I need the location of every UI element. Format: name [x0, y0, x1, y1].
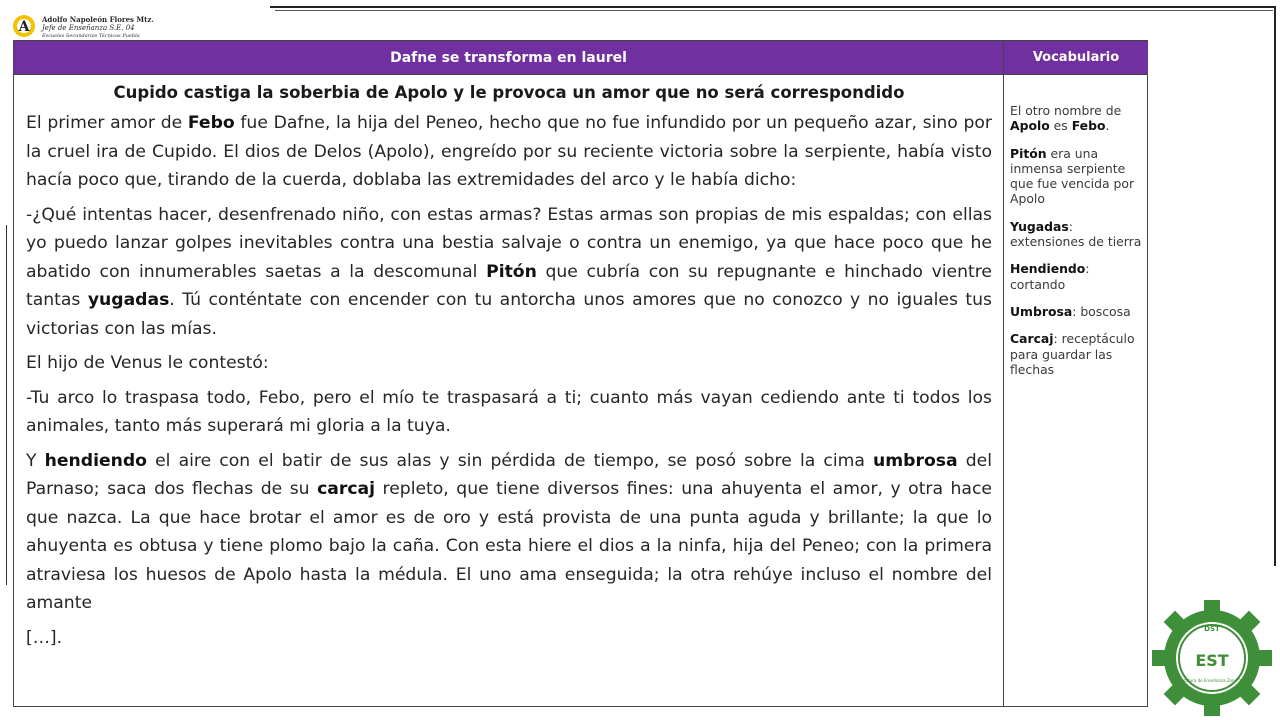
gear-seal-icon: [1150, 598, 1274, 716]
vocab-item-carcaj: [1010, 331, 1146, 377]
p2-text-c: que cubría con su repugnante e hinchado vientre tantas: [26, 261, 992, 310]
reading-table: [13, 40, 1148, 707]
p5-text-e: del Parnaso; saca dos flechas de su: [26, 450, 992, 499]
p1-text-c: fue Dafne, la hija del Peneo, hecho que no fue infundido por un pequeño azar, sino por la cruel ira de Cupido. El dios de Delos (Apolo), engreído por su reciente victoria sobre la serpiente, había visto hacía poco que, tirando de la cuerda, doblaba las extremidades del arco y le había dicho:: [26, 113, 993, 190]
term-umbrosa: umbrosa: [873, 450, 958, 471]
vocab-definition: : extensiones de tierra: [1010, 218, 1142, 250]
vocabulary-title: Vocabulario: [1032, 50, 1120, 65]
column-divider: [1003, 74, 1004, 707]
vocab-term: Yugadas: [1010, 218, 1069, 234]
logo-line-2: Jefe de Enseñanza S.E. 04: [42, 24, 135, 32]
seal-bottom-text: Jefatura de Enseñanza Zona 04: [1180, 678, 1244, 683]
term-febo: Febo: [187, 113, 235, 133]
paragraph-6: […].: [26, 627, 63, 648]
frame-left-line: [6, 225, 7, 585]
author-logo-text: [42, 16, 154, 40]
p1-text-a: El primer amor de: [26, 113, 188, 133]
logo-line-1: Adolfo Napoleón Flores Mtz.: [42, 15, 154, 24]
seal-mid-text: EST: [1195, 651, 1229, 670]
term-carcaj: carcaj: [317, 479, 376, 499]
frame-right-line: [1274, 6, 1276, 566]
vocab-1-text-a: El otro nombre de: [1010, 103, 1122, 118]
svg-text:A: A: [18, 19, 30, 35]
vocab-definition: : boscosa: [1072, 303, 1131, 319]
term-hendiendo: hendiendo: [44, 450, 147, 471]
paragraph-4: -Tu arco lo traspasa todo, Febo, pero el mío te traspasará a ti; cuanto más vayan cediendo ante ti todos los animales, tanto más superará mi gloria a la tuya.: [26, 387, 992, 436]
vocab-definition: era una inmensa serpiente que fue vencida por Apolo: [1010, 145, 1135, 207]
vocabulary-list: [1010, 103, 1146, 389]
vocabulary-header: [1004, 41, 1148, 74]
paragraph-1: [26, 109, 992, 195]
vocab-item-yugadas: [1010, 219, 1146, 250]
frame-top-line-inner: [275, 10, 1273, 11]
vocab-definition: : receptáculo para guardar las flechas: [1010, 331, 1135, 377]
paragraph-2: [26, 201, 992, 344]
vocab-term: Pitón: [1010, 145, 1047, 161]
frame-top-line: [270, 6, 1275, 8]
vocab-item-hendiendo: [1010, 261, 1146, 292]
vocab-1-text-c: es: [1049, 118, 1072, 134]
author-logo: [12, 12, 154, 40]
vocab-definition: : cortando: [1010, 261, 1090, 292]
vocab-1-febo: Febo: [1071, 118, 1106, 134]
author-logo-mark: [12, 12, 40, 40]
vocab-1-text-e: .: [1105, 118, 1110, 134]
vocab-item-febo: [1010, 103, 1146, 134]
reading-title: Dafne se transforma en laurel: [390, 49, 627, 66]
p5-text-a: Y: [26, 450, 45, 471]
reading-title-header: [14, 41, 1004, 74]
vocab-item-umbrosa: [1010, 304, 1146, 319]
header-divider: [14, 74, 1148, 75]
reading-subtitle: Cupido castiga la soberbia de Apolo y le provoca un amor que no será correspondido: [113, 83, 905, 102]
reading-text: [26, 79, 992, 658]
term-piton: Pitón: [486, 261, 537, 282]
p2-text-a: -¿Qué intentas hacer, desenfrenado niño, con estas armas? Estas armas son propias de mis espaldas; con ellas yo puedo lanzar golpes inevitables contra una bestia salvaje o contra un enemigo, ya que hace poco que he abatido con innumerables saetas a la descomunal: [26, 204, 992, 282]
vocab-item-piton: [1010, 146, 1146, 207]
p5-text-g: repleto, que tiene diversos fines: una ahuyenta el amor, y otra hace que nazca. La que hace brotar el amor es de oro y está provista de una punta aguda y brillante; la que lo ahuyenta es obtusa y tiene plomo bajo la caña. Con esta hiere el dios a la ninfa, hija del Peneo; con la primera atraviesa los huesos de Apolo hasta la médula. El uno ama enseguida; la otra rehúye incluso el nombre del amante: [26, 479, 992, 613]
vocab-term: Carcaj: [1010, 331, 1054, 347]
p5-text-c: el aire con el batir de sus alas y sin pérdida de tiempo, se posó sobre la cima: [146, 450, 874, 471]
p2-text-e: . Tú conténtate con encender con tu antorcha unos amores que no conozco y no iguales tus victorias con las mías.: [26, 290, 992, 339]
paragraph-3: El hijo de Venus le contestó:: [26, 353, 269, 373]
vocab-term: Umbrosa: [1010, 303, 1073, 319]
institution-seal: [1150, 598, 1274, 716]
seal-top-text: DST: [1204, 625, 1220, 633]
paragraph-5: [26, 447, 992, 618]
term-yugadas: yugadas: [87, 290, 170, 310]
vocab-1-apolo: Apolo: [1010, 118, 1050, 134]
vocab-term: Hendiendo: [1010, 261, 1086, 277]
logo-line-3: Escuelas Secundarias Técnicas Puebla: [42, 33, 140, 39]
